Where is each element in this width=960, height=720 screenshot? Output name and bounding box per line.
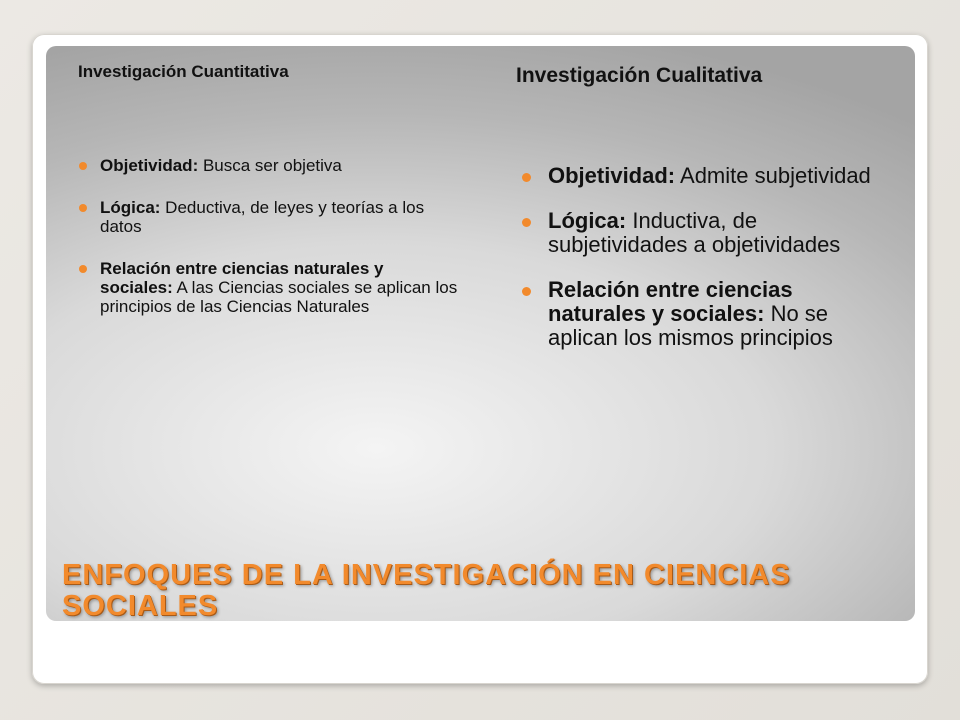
bullet-icon — [522, 218, 531, 227]
item-text: Deductiva, de leyes y teorías a los datos — [100, 198, 425, 237]
bullet-icon — [522, 173, 531, 182]
item-term: Lógica: — [548, 207, 627, 233]
quantitative-column — [78, 62, 460, 339]
item-text: No se aplican los mismos principios — [548, 300, 833, 350]
item-text: Admite subjetividad — [675, 163, 871, 188]
item-term: Relación entre ciencias naturales y sociales: — [100, 259, 384, 298]
list-item — [548, 278, 878, 350]
bullet-icon — [79, 162, 87, 170]
list-item — [548, 164, 878, 188]
quantitative-list — [100, 156, 460, 316]
quantitative-heading: Investigación Cuantitativa — [78, 62, 289, 81]
bullet-icon — [522, 287, 531, 296]
qualitative-heading: Investigación Cualitativa — [516, 64, 763, 87]
qualitative-column — [516, 64, 878, 371]
list-item — [548, 209, 878, 257]
item-text: A las Ciencias sociales se aplican los principios de las Ciencias Naturales — [100, 278, 458, 317]
item-term: Objetividad: — [100, 156, 199, 175]
slide-title: ENFOQUES DE LA INVESTIGACIÓN EN CIENCIAS SOCIALES — [62, 559, 791, 623]
item-text: Inductiva, de subjetividades a objetividades — [548, 207, 841, 257]
list-item — [100, 259, 460, 316]
item-text: Busca ser objetiva — [198, 156, 342, 175]
qualitative-list — [548, 164, 878, 350]
bullet-icon — [79, 204, 87, 212]
item-term: Objetividad: — [548, 163, 676, 188]
item-term: Relación entre ciencias naturales y sociales: — [548, 276, 793, 326]
item-term: Lógica: — [100, 198, 161, 218]
list-item — [100, 156, 460, 175]
list-item — [100, 198, 460, 236]
